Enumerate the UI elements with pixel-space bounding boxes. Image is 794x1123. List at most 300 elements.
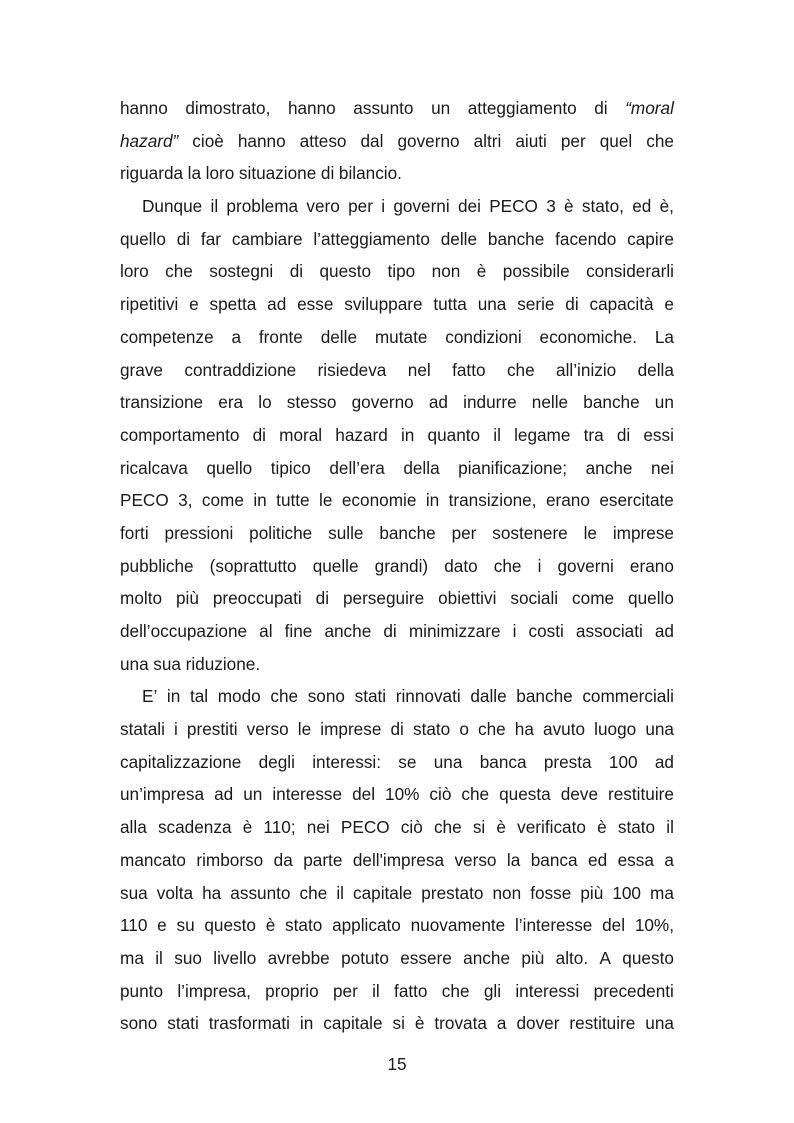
text-line <box>120 157 674 190</box>
word: interessi <box>515 980 580 1001</box>
word: assunto <box>230 882 291 903</box>
word: sono <box>120 1013 158 1034</box>
word: da <box>273 849 293 870</box>
word: comportamento <box>120 424 240 445</box>
word: preoccupati <box>212 588 302 609</box>
word: dell’occupazione <box>120 621 248 641</box>
word: A <box>599 947 611 968</box>
word: erano <box>545 490 590 511</box>
word: degli <box>258 751 295 772</box>
word: risiedeva <box>317 359 387 380</box>
word: quel <box>599 130 633 151</box>
word: governi <box>557 555 614 576</box>
word: ha <box>202 882 222 903</box>
word: fine <box>284 621 313 641</box>
word: obiettivi <box>438 588 497 609</box>
word: governo <box>351 392 414 413</box>
word: che <box>506 359 535 380</box>
word: è, <box>659 196 674 217</box>
word: i <box>174 719 178 740</box>
text-line <box>120 190 674 223</box>
word: le <box>297 719 312 740</box>
text-line <box>120 582 674 615</box>
word: governo <box>397 130 460 151</box>
word: del <box>352 784 376 805</box>
word: erano <box>629 555 674 576</box>
word: un’impresa <box>120 784 205 805</box>
word: le <box>583 522 597 543</box>
word: banca <box>530 849 578 870</box>
word: 100 <box>608 751 638 772</box>
word: stato <box>617 817 656 838</box>
word: e <box>157 915 167 936</box>
word: sua <box>153 653 181 674</box>
word: perseguire <box>342 588 425 609</box>
text-line <box>120 550 674 583</box>
word: restituire <box>569 1013 636 1034</box>
word: parte <box>303 849 343 870</box>
text-line <box>120 975 674 1008</box>
word: transizione, <box>448 490 537 511</box>
word: pubbliche <box>120 555 194 576</box>
word: possibile <box>502 261 570 282</box>
word: presta <box>543 751 592 772</box>
text-line <box>120 288 674 321</box>
word: nelle <box>531 392 569 413</box>
text-line <box>120 386 674 419</box>
word: una <box>477 294 507 315</box>
word: ma <box>650 882 674 903</box>
word: stati <box>167 1013 199 1034</box>
word: stato, <box>581 196 624 217</box>
word: politiche <box>249 522 313 543</box>
word: hanno <box>237 130 286 151</box>
word: stesso <box>286 392 337 413</box>
word: restituire <box>608 784 674 805</box>
word: fatto <box>452 359 486 380</box>
word: al <box>259 621 273 641</box>
word: luogo <box>594 719 637 740</box>
word: governi <box>393 196 450 217</box>
word: di <box>315 588 330 609</box>
word: che <box>270 686 299 707</box>
word: avuto <box>543 719 586 740</box>
word: ripetitivi <box>120 294 179 315</box>
word: interessi: <box>312 751 382 772</box>
word: il <box>372 980 380 1001</box>
word: di <box>390 719 404 740</box>
word: PECO <box>489 196 538 217</box>
word: il <box>336 882 344 903</box>
word: è <box>414 1013 425 1034</box>
word: 110; <box>263 817 296 838</box>
word: potuto <box>341 947 389 968</box>
word: di <box>565 294 579 315</box>
word: le <box>319 490 333 511</box>
word: di <box>320 163 335 184</box>
word: lo <box>258 392 272 413</box>
word: 110 <box>120 915 148 936</box>
word: ad <box>428 392 448 413</box>
word: su <box>176 915 195 936</box>
text-line <box>120 615 674 648</box>
word: ad <box>654 621 674 641</box>
word: 100 <box>612 882 641 903</box>
word: esse <box>297 294 334 315</box>
word: di <box>594 98 608 118</box>
word: punto <box>120 980 164 1001</box>
word: delle <box>320 326 358 347</box>
word: cioè <box>192 130 224 151</box>
word: 3 <box>546 196 556 217</box>
word: capitale <box>353 882 413 903</box>
word: ad <box>214 784 234 805</box>
word: e <box>664 294 674 315</box>
word: della <box>403 457 440 478</box>
word: i <box>381 196 386 217</box>
word: in <box>400 424 415 445</box>
word: pianificazione; <box>458 457 568 478</box>
word: di <box>383 621 397 641</box>
word: se <box>398 751 417 772</box>
italic-word: “moral <box>625 98 674 118</box>
word: capire <box>627 228 674 249</box>
word: banca <box>479 751 527 772</box>
word: deve <box>560 784 599 805</box>
word: ciò <box>429 784 452 805</box>
word: un <box>243 784 263 805</box>
word: un <box>431 98 451 118</box>
word: dal <box>360 130 384 151</box>
word: atteso <box>299 130 347 151</box>
word: del <box>602 915 626 936</box>
word: riguarda <box>120 163 184 184</box>
word: a <box>496 1013 507 1034</box>
word: bilancio. <box>338 163 402 184</box>
word: molto <box>120 588 163 609</box>
text-line <box>120 452 674 485</box>
word: ma <box>120 947 144 968</box>
word: in <box>166 686 181 707</box>
text-line <box>120 811 674 844</box>
word: indurre <box>463 392 517 413</box>
word: più <box>521 947 545 968</box>
text-line <box>120 909 674 942</box>
word: tutte <box>276 490 310 511</box>
word: è <box>476 261 487 282</box>
word: essi <box>643 424 674 445</box>
word: tipico <box>270 457 311 478</box>
word: dei <box>457 196 481 217</box>
word: capitalizzazione <box>120 751 242 772</box>
word: a <box>231 326 242 347</box>
word: di <box>176 228 191 249</box>
word: nei <box>306 817 330 838</box>
word: hanno <box>120 98 168 118</box>
word: anche <box>585 457 633 478</box>
word: ad <box>654 751 674 772</box>
word: che <box>493 555 522 576</box>
word: assunto <box>353 98 414 118</box>
word: si <box>392 1013 405 1034</box>
word: imprese <box>612 522 674 543</box>
word: dato <box>444 555 478 576</box>
word: a <box>664 849 674 870</box>
word: precedenti <box>593 980 674 1001</box>
word: dimostrato, <box>185 98 271 118</box>
word: economie <box>341 490 417 511</box>
word: PECO <box>120 490 169 511</box>
word: dell'impresa <box>352 849 445 870</box>
word: ad <box>267 294 287 315</box>
word: tutta <box>433 294 467 315</box>
text-line <box>120 255 674 288</box>
word: rimborso <box>196 849 264 870</box>
word: di <box>616 424 631 445</box>
word: costi <box>528 621 564 641</box>
word: ricalcava <box>120 457 188 478</box>
word: banche <box>583 392 640 413</box>
word: l’impresa, <box>177 980 251 1001</box>
word: banche <box>379 522 436 543</box>
word: modo <box>217 686 261 707</box>
word: E’ <box>142 686 158 707</box>
word: competenze <box>120 326 214 347</box>
word: all’inizio <box>556 359 617 380</box>
word: statali <box>120 719 165 740</box>
word: in <box>253 490 267 511</box>
word: più <box>175 588 199 609</box>
word: in <box>425 490 440 511</box>
word: transizione <box>120 392 204 413</box>
word: i <box>512 621 517 641</box>
page-number: 15 <box>387 1054 407 1074</box>
word: l’atteggiamento <box>313 228 430 249</box>
word: e <box>189 294 199 315</box>
word: far <box>200 228 221 249</box>
word: problema <box>226 196 299 217</box>
word: legame <box>514 424 571 445</box>
word: economiche. <box>539 326 637 347</box>
word: non <box>492 882 522 903</box>
word: come <box>201 490 244 511</box>
word: che <box>165 261 193 282</box>
word: avrebbe <box>267 947 330 968</box>
word: verificato <box>517 817 586 838</box>
text-line <box>120 680 674 713</box>
word: quanto <box>427 424 481 445</box>
word: sua <box>120 882 148 903</box>
word: era <box>218 392 244 413</box>
word: associati <box>575 621 643 641</box>
word: livello <box>213 947 257 968</box>
word: è <box>265 915 276 936</box>
word: interesse <box>272 784 343 805</box>
word: La <box>654 326 674 347</box>
text-line <box>120 746 674 779</box>
word: che <box>477 719 506 740</box>
word: una <box>120 653 149 674</box>
word: sociali <box>510 588 559 609</box>
word: in <box>299 1013 314 1034</box>
word: atteggiamento <box>467 98 577 118</box>
text-line <box>120 713 674 746</box>
word: forti <box>120 522 149 543</box>
word: (soprattutto <box>209 555 297 576</box>
word: mancato <box>120 849 186 870</box>
text-line <box>120 321 674 354</box>
word: per <box>560 130 586 151</box>
word: prestato <box>421 882 484 903</box>
text-line <box>120 484 674 517</box>
word: della <box>637 359 674 380</box>
word: una <box>433 751 463 772</box>
word: questo <box>319 261 372 282</box>
word: sviluppare <box>344 294 423 315</box>
word: fosse <box>530 882 572 903</box>
word: tal <box>189 686 209 707</box>
word: loro <box>120 261 149 282</box>
word: considerarli <box>586 261 674 282</box>
word: vero <box>306 196 340 217</box>
word: si <box>472 817 486 838</box>
word: essere <box>400 947 452 968</box>
word: delle <box>440 228 478 249</box>
word: dover <box>516 1013 560 1034</box>
word: fronte <box>258 326 303 347</box>
word: sostegni <box>209 261 274 282</box>
body-text <box>120 92 674 1040</box>
word: quelle <box>312 555 359 576</box>
word: che <box>441 980 470 1001</box>
word: imprese <box>320 719 382 740</box>
word: una <box>645 719 674 740</box>
word: è <box>597 817 607 838</box>
word: per <box>332 980 358 1001</box>
text-line <box>120 1007 674 1040</box>
text-line <box>120 778 674 811</box>
word: questo <box>622 947 674 968</box>
word: più <box>580 882 604 903</box>
word: pressioni <box>164 522 234 543</box>
word: capitale <box>323 1013 383 1034</box>
word: 10% <box>385 784 420 805</box>
word: sostenere <box>492 522 568 543</box>
word: il <box>210 196 219 217</box>
word: verso <box>454 849 497 870</box>
text-line <box>120 648 674 681</box>
word: applicato <box>332 915 401 936</box>
word: quello <box>120 228 166 249</box>
word: minimizzare <box>408 621 501 641</box>
word: la <box>506 849 521 870</box>
text-line <box>120 223 674 256</box>
word: altri <box>473 130 502 151</box>
word: come <box>572 588 615 609</box>
text-line <box>120 125 674 158</box>
word: loro <box>205 163 235 184</box>
word: hazard <box>335 424 388 445</box>
word: stato <box>412 719 451 740</box>
word: la <box>187 163 202 184</box>
text-line <box>120 419 674 452</box>
word: sulle <box>328 522 364 543</box>
text-line <box>120 354 674 387</box>
word: alla <box>120 817 147 838</box>
word: stato <box>285 915 323 936</box>
word: dalle <box>470 686 507 707</box>
word: è <box>242 817 253 838</box>
word: gli <box>483 980 502 1001</box>
word: o <box>459 719 469 740</box>
word: è <box>564 196 574 217</box>
word: un <box>654 392 674 413</box>
word: banche <box>487 228 545 249</box>
word: ed <box>588 849 608 870</box>
word: scadenza <box>157 817 232 838</box>
word: ciò <box>400 817 423 838</box>
word: commerciali <box>582 686 674 707</box>
word: situazione <box>238 163 317 184</box>
word: che <box>461 784 490 805</box>
word: tra <box>583 424 604 445</box>
italic-word: hazard” <box>120 130 179 151</box>
word: l’interesse <box>514 915 593 936</box>
word: banche <box>516 686 573 707</box>
word: contraddizione <box>184 359 297 380</box>
word: per <box>451 522 477 543</box>
word: quello <box>628 588 674 609</box>
text-line <box>120 92 674 125</box>
word: trasformati <box>208 1013 290 1034</box>
word: aiuti <box>515 130 547 151</box>
word: anche <box>463 947 511 968</box>
word: 3, <box>178 490 193 511</box>
word: serie <box>517 294 555 315</box>
word: nel <box>407 359 431 380</box>
word: capacità <box>589 294 654 315</box>
word: rinnovati <box>395 686 461 707</box>
word: il <box>666 817 674 838</box>
word: di <box>252 424 266 445</box>
word: tipo <box>387 261 416 282</box>
word: che <box>433 817 462 838</box>
word: suo <box>174 947 202 968</box>
word: che <box>299 882 328 903</box>
word: è <box>496 817 506 838</box>
word: mutate <box>374 326 428 347</box>
word: questa <box>499 784 551 805</box>
word: PECO <box>340 817 390 838</box>
word: anche <box>324 621 372 641</box>
word: dell’era <box>329 457 385 478</box>
word: che <box>646 130 674 151</box>
word: sono <box>307 686 345 707</box>
word: condizioni <box>445 326 522 347</box>
word: facendo <box>555 228 617 249</box>
word: ed <box>632 196 652 217</box>
word: 10%, <box>634 915 674 936</box>
word: hanno <box>287 98 336 118</box>
word: i <box>537 555 542 576</box>
word: fatto <box>394 980 428 1001</box>
word: questo <box>204 915 256 936</box>
word: il <box>493 424 501 445</box>
word: il <box>155 947 163 968</box>
word: alto. <box>555 947 589 968</box>
word: nuovamente <box>410 915 506 936</box>
word: trovata <box>434 1013 487 1034</box>
